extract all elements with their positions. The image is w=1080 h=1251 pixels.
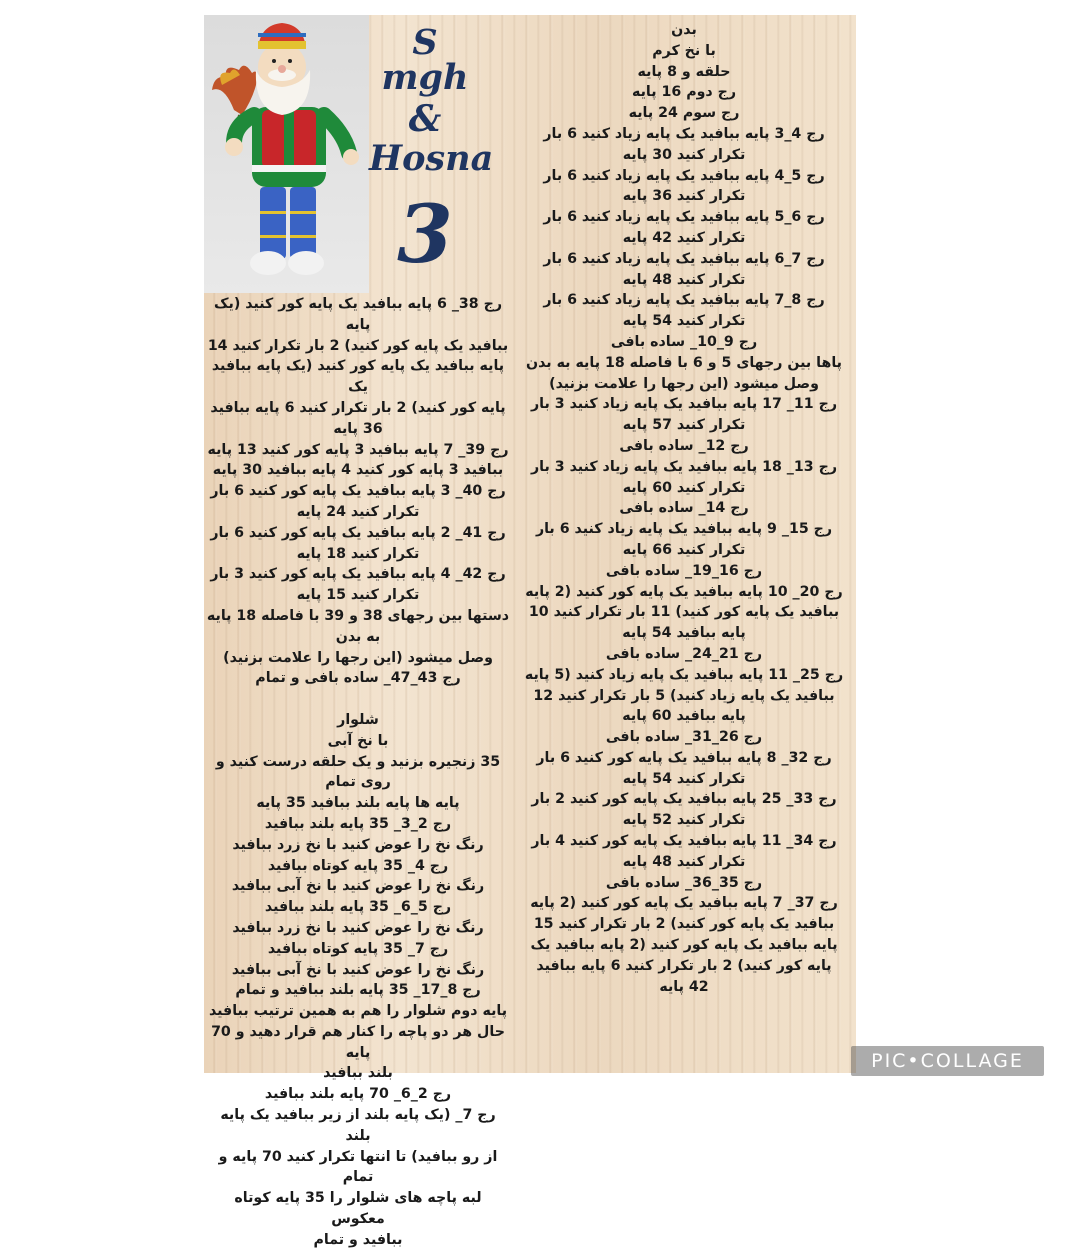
pattern-line: از رو ببافید) تا انتها تکرار کنید 70 پایه و [218, 1148, 498, 1165]
pattern-line: تکرار کنید 52 پایه [622, 812, 746, 829]
pattern-line: حال هر دو پاچه را کنار هم قرار دهید و 70 پایه [206, 1023, 505, 1061]
pattern-line: رج 41_ 2 پایه ببافید یک پایه کور کنید 6 بار [210, 524, 506, 541]
pattern-line: پایه دوم شلوار را هم به همین ترتیب ببافید [208, 1003, 508, 1020]
pattern-line: 36 پایه [333, 420, 383, 437]
blank-line [206, 689, 510, 710]
pattern-line: رج 39_ 7 پایه ببافید 3 پایه کور کنید 13 پایه [207, 441, 509, 458]
pattern-line: رج 11_ 17 پایه ببافید یک پایه زیاد کنید 3 بار [531, 396, 837, 413]
pattern-line: وصل میشود (این رجها را علامت بزنید) [223, 649, 493, 666]
pattern-line: رنگ نخ را عوض کنید با نخ آبی ببافید [231, 878, 485, 895]
pattern-line: رج 2_3_ 35 پایه بلند ببافید [264, 815, 452, 832]
pattern-line: رج 32_ 8 پایه ببافید یک پایه کور کنید 6 بار [536, 749, 832, 766]
doll-illustration [204, 15, 369, 293]
pattern-line: ببافید یک پایه زیاد کنید) 5 بار تکرار کنید 12 [533, 687, 835, 704]
pattern-line: رج 4_ 35 پایه کوتاه ببافید [267, 857, 449, 874]
pattern-line: رج 40_ 3 پایه ببافید یک پایه کور کنید 6 بار [210, 483, 506, 500]
pattern-line: رج 35_36_ ساده بافی [605, 874, 763, 891]
pattern-line: تکرار کنید 18 پایه [296, 545, 420, 562]
pattern-line: رج 9_10_ ساده بافی [610, 333, 758, 350]
pattern-board [201, 15, 1024, 1248]
pattern-line: تکرار کنید 36 پایه [622, 188, 746, 205]
pattern-line: با نخ کرم [652, 42, 716, 59]
pattern-line: بلند ببافید [323, 1065, 393, 1082]
pattern-line: رج 38_ 6 پایه ببافید یک پایه کور کنید (یک پایه [209, 296, 503, 333]
pattern-text-left-column [201, 294, 510, 1251]
pattern-line: پایه کور کنید) 2 بار تکرار کنید 6 پایه ببافید [210, 399, 506, 416]
pattern-line: رج 42_ 4 پایه ببافید یک پایه کور کنید 3 بار [210, 566, 506, 583]
pattern-line: ببافید یک پایه کور کنید) 11 بار تکرار کنید 10 [528, 604, 840, 621]
pattern-line: 42 پایه [659, 978, 709, 995]
pattern-line: تکرار کنید 60 پایه [622, 479, 746, 496]
pattern-line: حلقه و 8 پایه [637, 63, 731, 80]
pattern-line: رج 7_ (یک پایه بلند از زیر ببافید یک پایه بلند [215, 1107, 496, 1144]
pattern-line: رنگ نخ را عوض کنید با نخ زرد ببافید [232, 836, 484, 853]
pattern-line: شلوار [337, 711, 379, 728]
pattern-line: رج 8_17_ 35 پایه بلند ببافید و تمام [235, 982, 481, 999]
pattern-line: پایه ببافید یک پایه کور کنید (یک پایه ببافید یک [206, 358, 505, 396]
pattern-line: رج 25_ 11 پایه ببافید یک پایه زیاد کنید (5 پایه [524, 666, 844, 683]
pattern-line: رنگ نخ را عوض کنید با نخ آبی ببافید [231, 961, 485, 978]
pattern-line: ببافید یک پایه کور کنید) 2 بار تکرار کنید 15 [533, 916, 835, 933]
pattern-line: رج 26_31_ ساده بافی [605, 729, 763, 746]
pattern-line: پایه ببافید یک پایه کور کنید (2 پایه ببافید یک [530, 937, 838, 954]
pattern-line: تکرار کنید 66 پایه [622, 541, 746, 558]
pic-collage-watermark: PIC•COLLAGE [851, 1046, 1044, 1076]
pattern-line: 35 زنجیره بزنید و یک حلقه درست کنید و روی تمام [210, 753, 501, 791]
pattern-line: پایه ها پایه بلند ببافید 35 پایه [256, 795, 460, 812]
pattern-line: رج 7_ 35 پایه کوتاه ببافید [267, 940, 449, 957]
pattern-line: تکرار کنید 15 پایه [296, 587, 420, 604]
pattern-line: رج 43_47_ ساده بافی و تمام [255, 670, 461, 687]
pattern-line: تکرار کنید 54 پایه [622, 770, 746, 787]
pattern-line: رج 37_ 7 پایه ببافید یک پایه کور کنید (2 پایه [530, 895, 838, 912]
pattern-line: رج 20_ 10 پایه ببافید یک پایه کور کنید (2 پایه [525, 583, 843, 600]
pattern-line: بدن [671, 22, 697, 38]
pattern-line: تکرار کنید 30 پایه [622, 146, 746, 163]
pattern-line: ببافید و تمام [313, 1231, 403, 1248]
pattern-line: وصل میشود (این رجها را علامت بزنید) [549, 375, 819, 392]
brand-logo [369, 22, 494, 281]
brand-line-1: S mgh [381, 22, 469, 98]
pattern-line: رج 7_6 پایه ببافید یک پایه زیاد کنید 6 بار [543, 250, 825, 267]
pattern-line: رج 33_ 25 پایه ببافید یک پایه کور کنید 2 بار [531, 791, 837, 808]
pattern-line: رج 21_24_ ساده بافی [605, 645, 763, 662]
brand-ampersand: & [408, 98, 442, 140]
pattern-line: تکرار کنید 54 پایه [622, 313, 746, 330]
amigurumi-doll-photo [204, 15, 369, 293]
pattern-line: رج 14_ ساده بافی [619, 500, 749, 517]
pattern-line: دستها بین رجهای 38 و 39 با فاصله 18 پایه به بدن [201, 607, 510, 645]
pattern-line: رج 5_4 پایه ببافید یک پایه زیاد کنید 6 بار [543, 167, 825, 184]
brand-line-2: Hosna [369, 138, 494, 179]
pattern-line: پایه کور کنید) 2 بار تکرار کنید 6 پایه ببافید [536, 957, 832, 974]
pattern-line: لبه پاچه های شلوار را 35 پایه کوتاه معکوس [229, 1190, 482, 1228]
pattern-line: رج 34_ 11 پایه ببافید یک پایه کور کنید 4 بار [531, 833, 837, 850]
pattern-line: رج 8_7 پایه ببافید یک پایه زیاد کنید 6 بار [543, 292, 825, 309]
pattern-line: تکرار کنید 42 پایه [622, 229, 746, 246]
pattern-line: با نخ آبی [327, 732, 389, 749]
pattern-line: پاها بین رجهای 5 و 6 با فاصله 18 پایه به بدن [526, 354, 842, 371]
pattern-line: رج 16_19_ ساده بافی [605, 562, 763, 579]
pattern-line: رج 13_ 18 پایه ببافید یک پایه زیاد کنید 3 بار [531, 458, 837, 475]
pattern-line: رج 4_3 پایه ببافید یک پایه زیاد کنید 6 بار [543, 125, 825, 142]
pattern-line: ببافید 3 پایه کور کنید 4 پایه ببافید 30 پایه [212, 462, 504, 479]
pattern-line: رج 5_6_ 35 پایه بلند ببافید [264, 899, 452, 916]
pattern-line: تکرار کنید 48 پایه [622, 271, 746, 288]
pattern-line: رج 15_ 9 پایه ببافید یک پایه زیاد کنید 6 بار [535, 521, 833, 538]
pattern-line: رج دوم 16 پایه [631, 84, 737, 101]
pattern-line: رنگ نخ را عوض کنید با نخ زرد ببافید [232, 919, 484, 936]
pattern-line: رج 2_6_ 70 پایه بلند ببافید [264, 1086, 452, 1103]
pattern-line: پایه ببافید 60 پایه [622, 708, 746, 725]
pattern-line: رج 12_ ساده بافی [619, 437, 749, 454]
pattern-line: پایه ببافید 54 پایه [622, 625, 746, 642]
page-number: 3 [397, 187, 453, 281]
pattern-line: رج سوم 24 پایه [628, 105, 740, 122]
pattern-line: تکرار کنید 57 پایه [622, 417, 746, 434]
pattern-line: تکرار کنید 48 پایه [622, 853, 746, 870]
pattern-line: رج 6_5 پایه ببافید یک پایه زیاد کنید 6 بار [543, 209, 825, 226]
pattern-line: تکرار کنید 24 پایه [296, 503, 420, 520]
pattern-line: ببافید یک پایه کور کنید) 2 بار تکرار کنید 14 [207, 337, 509, 354]
pattern-text-right-column [516, 20, 852, 997]
pattern-line: تمام [342, 1169, 374, 1186]
